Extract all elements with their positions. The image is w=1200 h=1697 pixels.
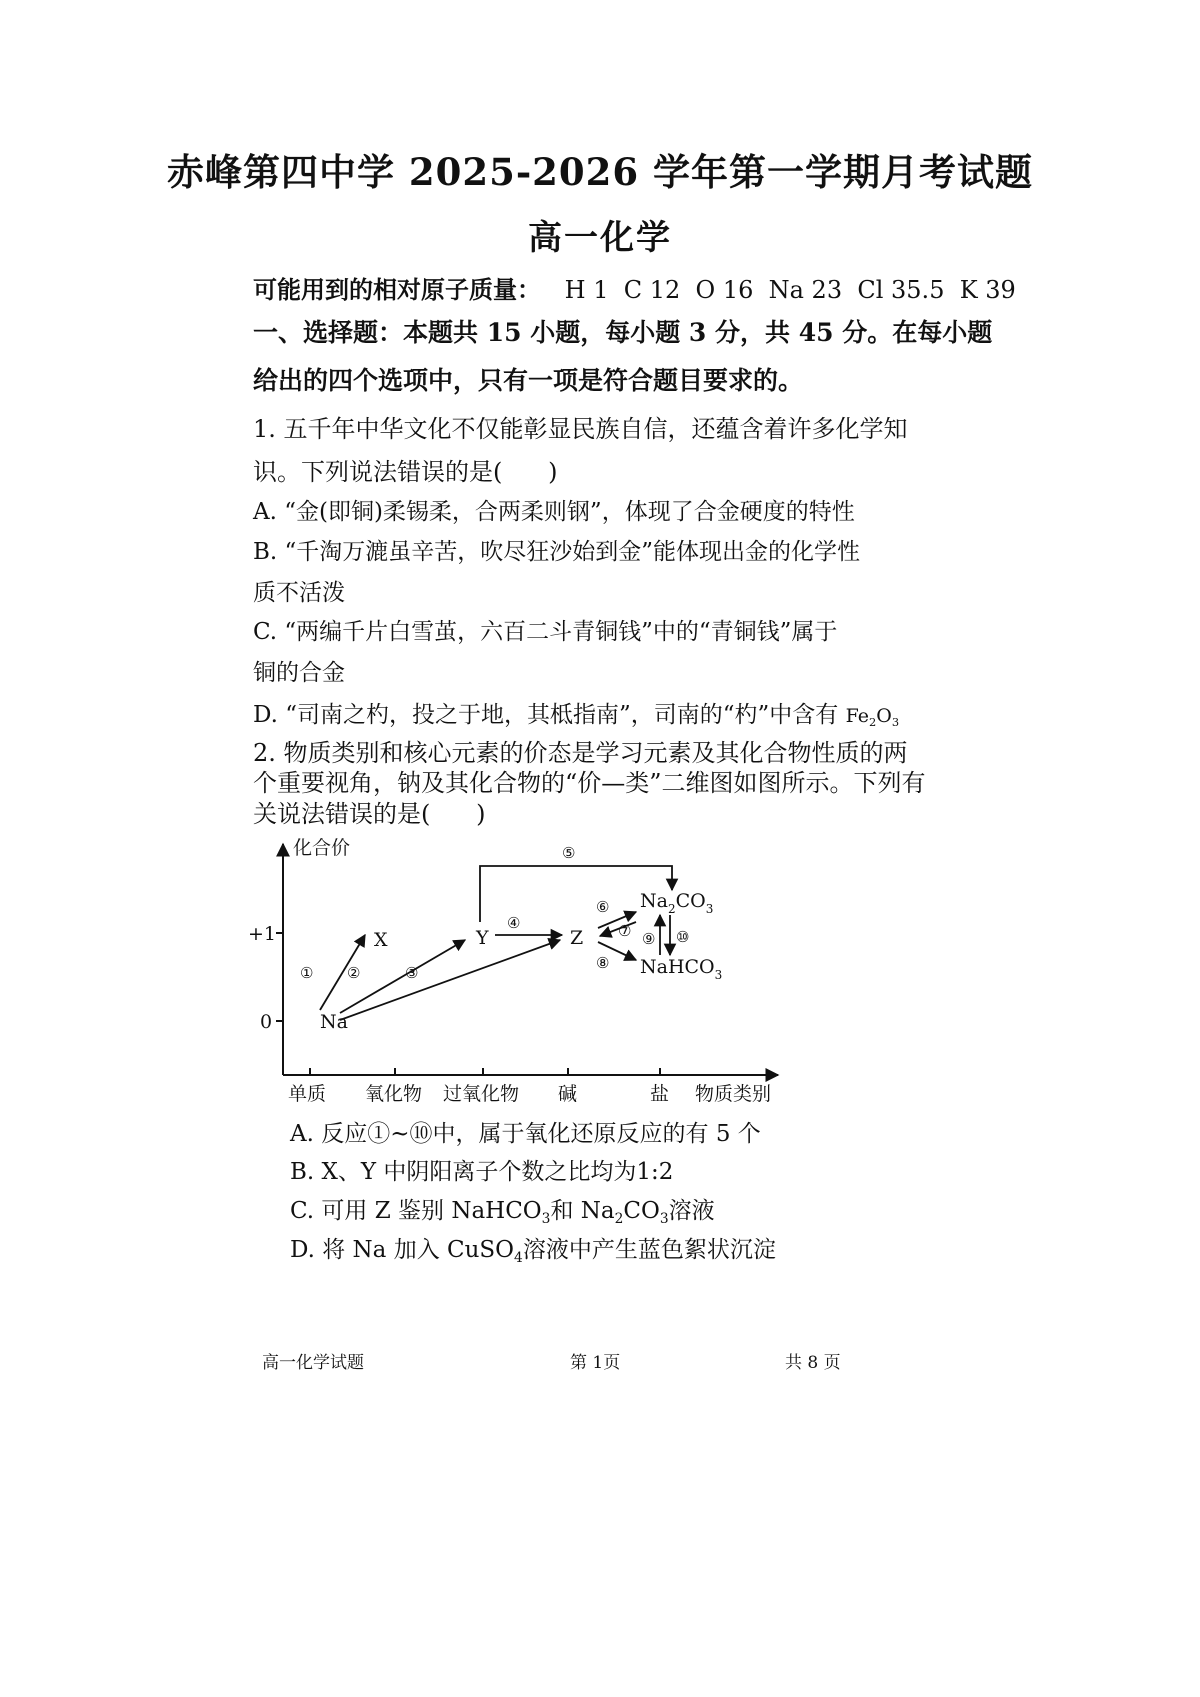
q1-option-b-line1: B. “千淘万漉虽辛苦，吹尽狂沙始到金”能体现出金的化学性 [253,539,861,565]
node-z: Z [570,927,584,949]
y-axis-label: 化合价 [293,837,351,859]
q1-option-c-line1: C. “两编千片白雪茧，六百二斗青铜钱”中的“青铜钱”属于 [253,619,838,645]
q2-option-c: C. 可用 Z 鉴别 NaHCO$_3$和 $Na_2CO_3$溶液 [290,1198,715,1227]
x-label-category: 物质类别 [695,1083,772,1105]
q2-option-b: B. X、Y 中阴阳离子个数之比均为1:2 [290,1159,674,1185]
q1-option-a: A. “金(即铜)柔锡柔，合两柔则钢”，体现了合金硬度的特性 [253,499,855,525]
q1-option-c-line2: 铜的合金 [253,660,345,686]
q2-stem-line3: 关说法错误的是( ) [253,800,486,828]
section-heading-line2: 给出的四个选项中，只有一项是符合题目要求的。 [253,366,804,395]
q2-option-a: A. 反应①~⑩中，属于氧化还原反应的有 5 个 [290,1121,761,1147]
label-2: ② [347,964,361,982]
label-8: ⑧ [596,954,610,972]
x-label-peroxide: 过氧化物 [443,1083,520,1105]
arrow-3 [340,940,560,1020]
q1-stem-line1: 1. 五千年中华文化不仅能彰显民族自信，还蕴含着许多化学知 [253,415,908,443]
label-3: ③ [405,964,419,982]
q1-option-d-text: D. “司南之杓，投之于地，其柢指南”，司南的“杓”中含有 [253,702,839,728]
x-label-element: 单质 [288,1083,327,1105]
section-heading-line1: 一、选择题：本题共 15 小题，每小题 3 分，共 45 分。在每小题 [253,318,993,347]
q1-option-d-formula: $Fe_2O_3$ [845,705,900,729]
y-tick-plus1: +1 [248,923,277,945]
y-tick-0: 0 [260,1011,273,1033]
label-1: ① [300,964,314,982]
label-10: ⑩ [676,928,690,946]
q2-stem-line2: 个重要视角，钠及其化合物的“价—类”二维图如图所示。下列有 [253,769,926,797]
q2-option-d: D. 将 Na 加入 CuSO$_4$溶液中产生蓝色絮状沉淀 [290,1237,776,1266]
label-5: ⑤ [562,844,576,862]
exam-title: 赤峰第四中学 2025-2026 学年第一学期月考试题 [166,150,1034,194]
q2-stem-line1: 2. 物质类别和核心元素的价态是学习元素及其化合物性质的两 [253,739,908,767]
node-y: Y [476,927,489,949]
label-9: ⑨ [642,930,656,948]
q1-stem-line2: 识。下列说法错误的是( ) [253,458,558,486]
node-na2co3: $Na_2CO_3$ [640,890,714,916]
valence-class-diagram [240,830,800,1105]
node-nahco3: NaHCO$_3$ [640,956,723,982]
label-4: ④ [507,914,521,932]
atomic-mass-values: H 1 C 12 O 16 Na 23 Cl 35.5 K 39 [564,276,1016,304]
label-6: ⑥ [596,898,610,916]
x-label-base: 碱 [558,1083,578,1105]
exam-subtitle: 高一化学 [528,218,672,258]
q1-option-b-line2: 质不活泼 [253,580,345,606]
atomic-mass-line [253,275,1016,305]
atomic-mass-label: 可能用到的相对原子质量： [253,275,541,304]
q1-option-d [253,700,899,731]
label-7: ⑦ [618,922,632,940]
node-na: Na [320,1011,348,1033]
node-x: X [374,929,388,951]
footer-total: 共 8 页 [785,1353,841,1373]
x-label-salt: 盐 [650,1083,670,1105]
x-label-oxide: 氧化物 [365,1083,423,1105]
footer-left: 高一化学试题 [262,1353,364,1373]
footer-page: 第 1页 [570,1353,621,1373]
